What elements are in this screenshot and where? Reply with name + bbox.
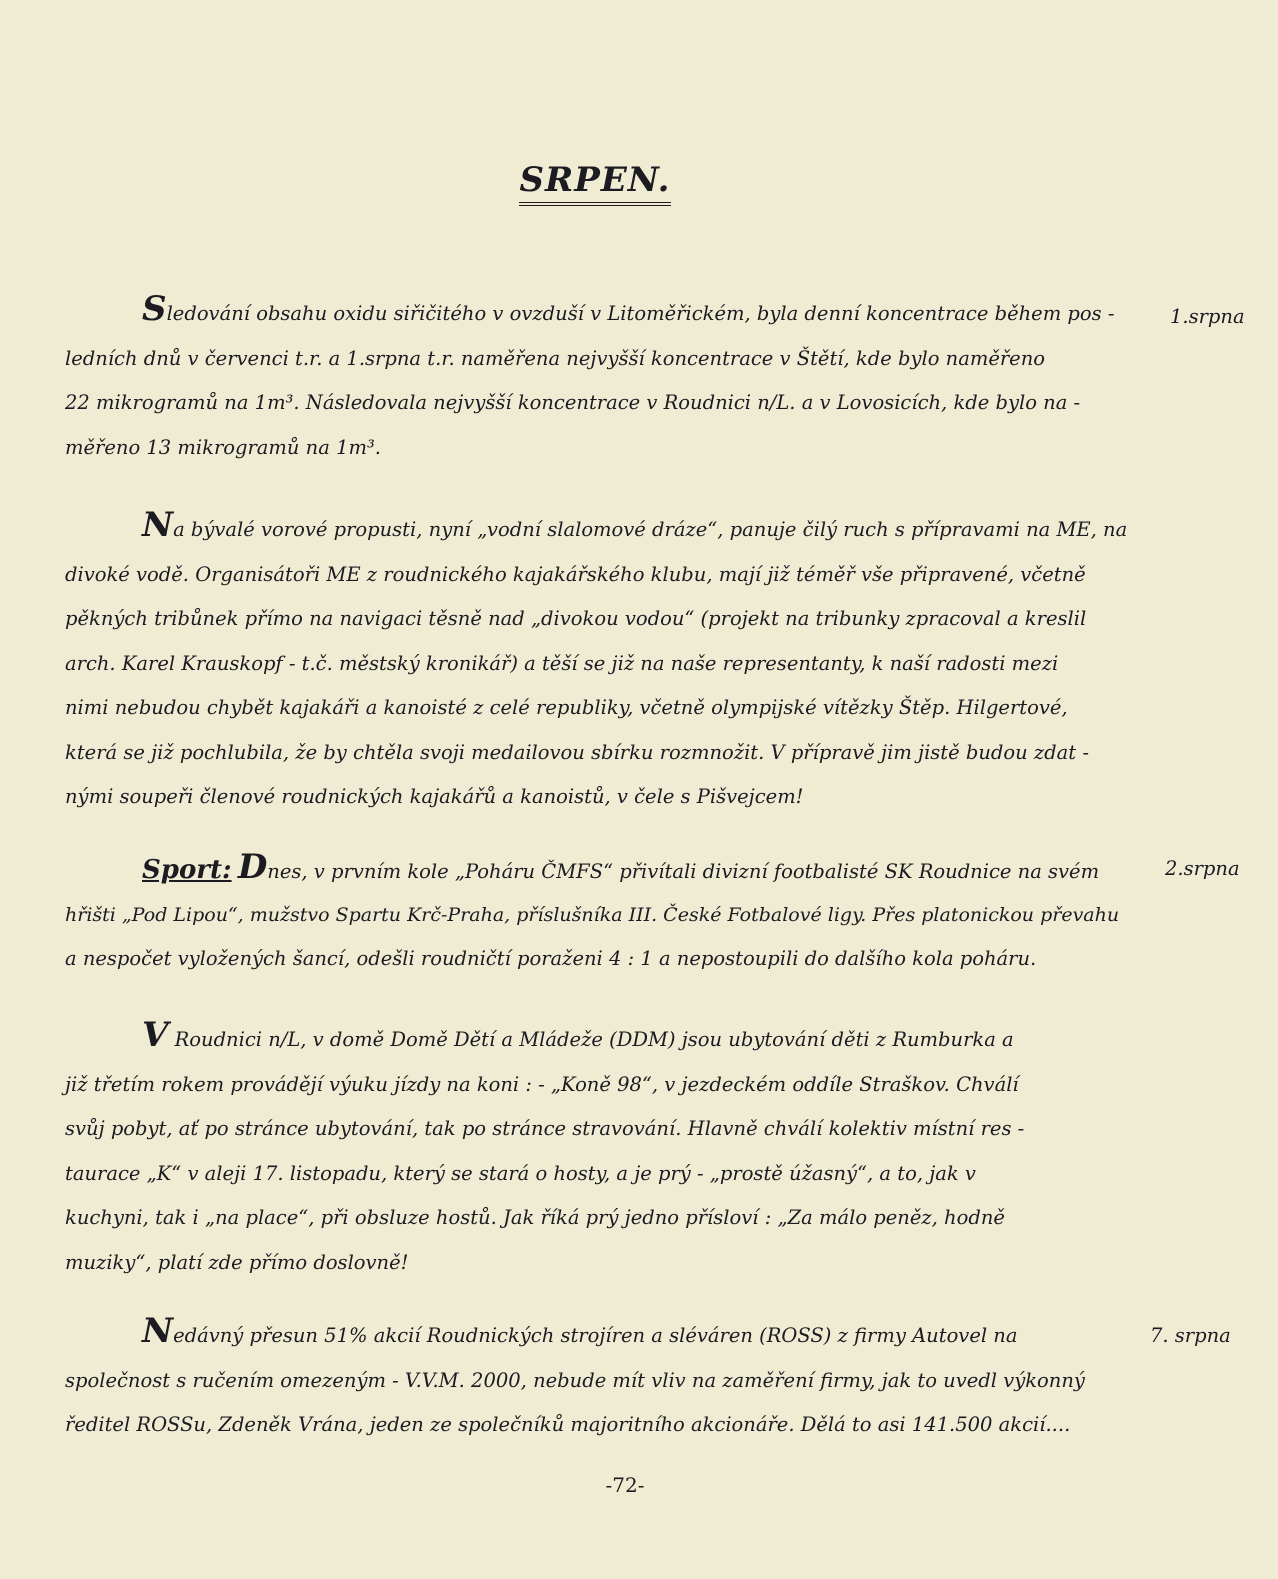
paragraph-line: a nespočet vyložených šancí, odešli roudničtí poraženi 4 : 1 a nepostoupili do dalšího kola poháru. xyxy=(65,947,1037,970)
paragraph-4 xyxy=(65,1015,1145,1285)
sport-heading: Sport: xyxy=(142,855,232,885)
line-text: ledování obsahu oxidu siřičitého v ovzduší v Litoměřickém, byla denní koncentrace během pos - xyxy=(166,302,1115,325)
paragraph-line: ředitel ROSSu, Zdeněk Vrána, jeden ze společníků majoritního akcionáře. Dělá to asi 141.500 akcií.... xyxy=(65,1413,1071,1436)
paragraph-line: taurace „K“ v aleji 17. listopadu, který se stará o hosty, a je prý - „prostě úžasný“, a to, jak v xyxy=(65,1161,976,1185)
date-note-2: 2.srpna xyxy=(1165,857,1240,880)
paragraph-3 xyxy=(65,848,1145,982)
date-note-3: 7. srpna xyxy=(1150,1324,1231,1347)
paragraph-line: muziky“, platí zde přímo doslovně! xyxy=(65,1250,409,1274)
paragraph-line: divoké vodě. Organisátoři ME z roudnického kajakářského klubu, mají již téměř vše připravené, včetně xyxy=(65,562,1086,586)
paragraph-line: pěkných tribůnek přímo na navigaci těsně nad „divokou vodou“ (projekt na tribunky zpracoval a kreslil xyxy=(65,607,1087,630)
paragraph-line: svůj pobyt, ať po stránce ubytování, tak po stránce stravování. Hlavně chválí kolektiv místní res - xyxy=(65,1117,1025,1140)
paragraph-line xyxy=(65,289,1145,337)
paragraph-line xyxy=(65,1311,1145,1359)
paragraph-line: hřišti „Pod Lipou“, mužstvo Spartu Krč-Praha, příslušníka III. České Fotbalové ligy. Přes platonickou převahu xyxy=(65,903,1120,926)
paragraph-line: společnost s ručením omezeným - V.V.M. 2000, nebude mít vliv na zaměření firmy, jak to uvedl výkonný xyxy=(65,1368,1085,1392)
paragraph-2 xyxy=(65,505,1145,820)
paragraph-line: ledních dnů v červenci t.r. a 1.srpna t.r. naměřena nejvyšší koncentrace v Štětí, kde bylo naměřeno xyxy=(65,346,1046,370)
paragraph-line: nimi nebudou chybět kajakáři a kanoisté z celé republiky, včetně olympijské vítězky Štěp. Hilgertové, xyxy=(65,696,1068,719)
drop-cap: S xyxy=(142,289,167,329)
paragraph-line xyxy=(65,848,1145,893)
paragraph-line: arch. Karel Krauskopf - t.č. městský kronikář) a těší se již na naše representanty, k naší radosti mezi xyxy=(65,651,1059,675)
drop-cap: D xyxy=(237,847,268,887)
page-title-text: SRPEN. xyxy=(519,160,670,206)
paragraph-5 xyxy=(65,1311,1145,1448)
paragraph-line: měřeno 13 mikrogramů na 1m³. xyxy=(65,435,381,459)
line-text: edávný přesun 51% akcií Roudnických strojíren a sléváren (ROSS) z firmy Autovel na xyxy=(173,1324,1018,1347)
paragraph-line: která se již pochlubila, že by chtěla svoji medailovou sbírku rozmnožit. V přípravě jim jistě budou zdat - xyxy=(65,740,1089,764)
paragraph-line: nými soupeři členové roudnických kajakářů a kanoistů, v čele s Pišvejcem! xyxy=(65,785,804,808)
paragraph-line xyxy=(65,505,1145,553)
paragraph-line: kuchyni, tak i „na place“, při obsluze hostů. Jak říká prý jedno přísloví : „Za málo peněz, hodně xyxy=(65,1206,1005,1229)
page-title xyxy=(0,160,1190,206)
page-number: -72- xyxy=(605,1473,645,1497)
line-text: a bývalé vorové propusti, nyní „vodní slalomové dráze“, panuje čilý ruch s přípravami na ME, na xyxy=(173,518,1128,541)
paragraph-1 xyxy=(65,289,1145,470)
paragraph-line: 22 mikrogramů na 1m³. Následovala nejvyšší koncentrace v Roudnici n/L. a v Lovosicích, kde bylo na - xyxy=(65,391,1081,414)
paragraph-line xyxy=(65,1015,1145,1063)
date-note-1: 1.srpna xyxy=(1170,305,1245,328)
drop-cap: N xyxy=(142,505,174,545)
paragraph-line: již třetím rokem provádějí výuku jízdy na koni : - „Koně 98“, v jezdeckém oddíle Straškov. Chválí xyxy=(65,1072,1019,1096)
line-text: Roudnici n/L, v domě Domě Dětí a Mládeže (DDM) jsou ubytování děti z Rumburka a xyxy=(168,1028,1014,1051)
drop-cap: N xyxy=(142,1311,174,1351)
line-text: nes, v prvním kole „Poháru ČMFS“ přivítali divizní footbalisté SK Roudnice na svém xyxy=(267,860,1100,883)
drop-cap: V xyxy=(142,1015,169,1055)
